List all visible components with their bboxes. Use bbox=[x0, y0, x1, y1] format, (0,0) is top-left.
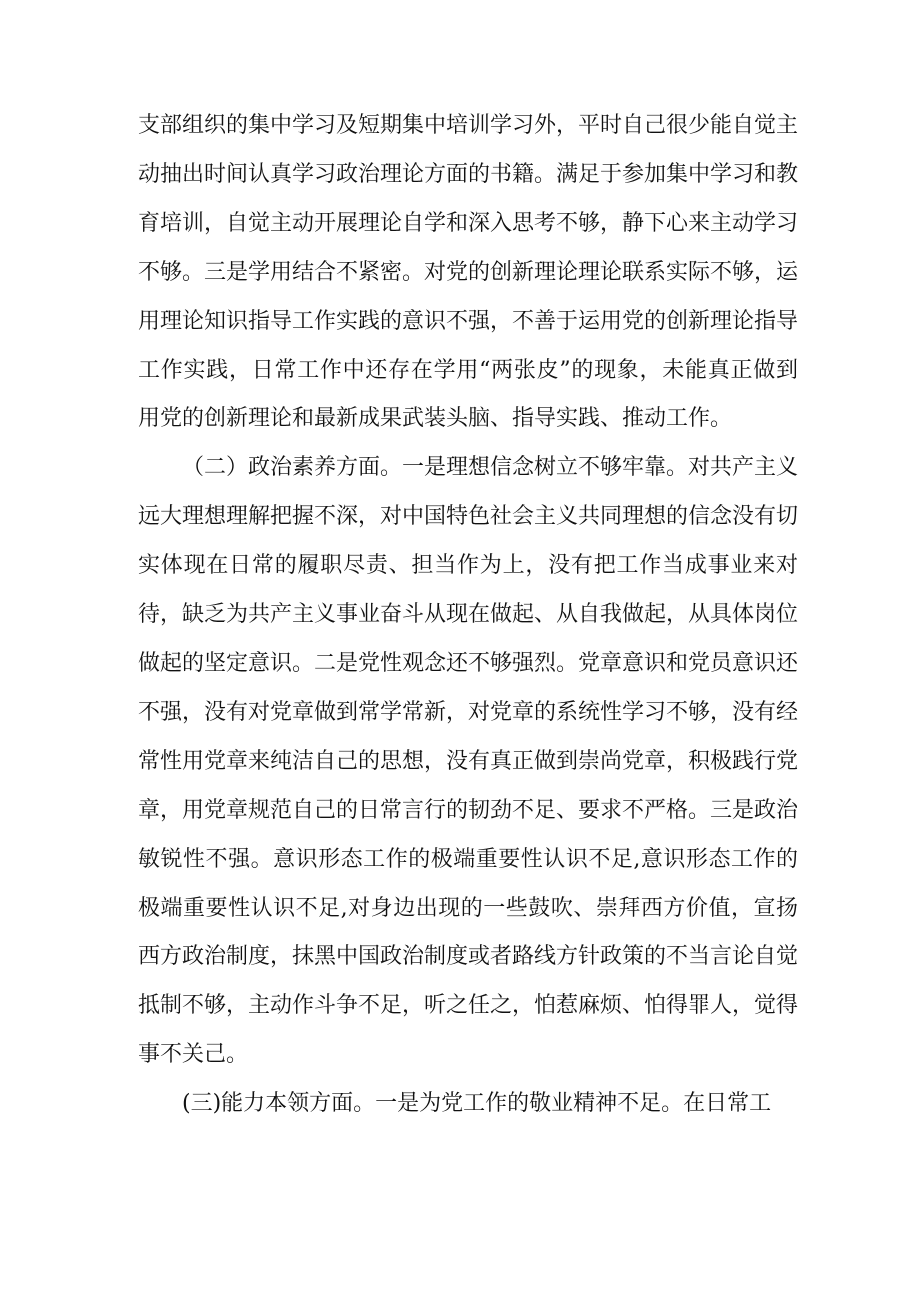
paragraph-ability: (三)能力本领方面。一是为党工作的敬业精神不足。在日常工 bbox=[182, 1091, 772, 1117]
document-body bbox=[138, 102, 798, 1129]
paragraph-continuation: 支部组织的集中学习及短期集中培训学习外，平时自己很少能自觉主动抽出时间认真学习政治理论方面的书籍。满足于参加集中学习和教育培训，自觉主动开展理论自学和深入思考不够，静下心来主动学习不够。三是学用结合不紧密。对党的创新理论理论联系实际不够，运用理论知识指导工作实践的意识不强，不善于运用党的创新理论指导工作实践，日常工作中还存在学用“两张皮”的现象，未能真正做到用党的创新理论和最新成果武装头脑、指导实践、推动工作。 bbox=[138, 113, 799, 432]
paragraph-political-quality: （二）政治素养方面。一是理想信念树立不够牢靠。对共产主义远大理想理解把握不深，对中国特色社会主义共同理想的信念没有切实体现在日常的履职尽责、担当作为上，没有把工作当成事业来对待，缺乏为共产主义事业奋斗从现在做起、从自我做起，从具体岗位做起的坚定意识。二是党性观念还不够强烈。党章意识和党员意识还不强，没有对党章做到常学常新，对党章的系统性学习不够，没有经常性用党章来纯洁自己的思想，没有真正做到崇尚党章，积极践行党章，用党章规范自己的日常言行的韧劲不足、要求不严格。三是政治敏锐性不强。意识形态工作的极端重要性认识不足,意识形态工作的极端重要性认识不足,对身边出现的一些鼓吹、崇拜西方价值，宣扬西方政治制度，抹黑中国政治制度或者路线方针政策的不当言论自觉抵制不够，主动作斗争不足，听之任之，怕惹麻烦、怕得罪人，觉得事不关己。 bbox=[138, 455, 799, 1068]
